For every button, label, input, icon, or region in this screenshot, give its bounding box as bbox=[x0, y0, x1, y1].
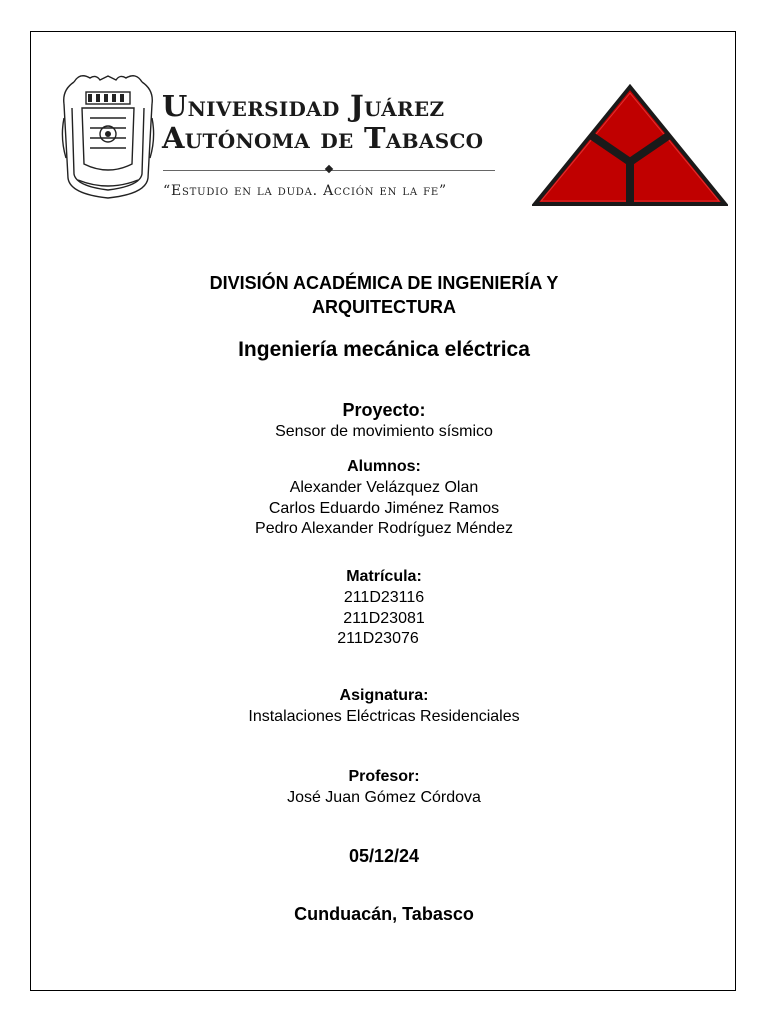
subject-label: Asignatura: bbox=[339, 687, 429, 704]
enrollment-id: 211D23081 bbox=[343, 609, 425, 627]
location: Cunduacán, Tabasco bbox=[294, 904, 474, 924]
students-section bbox=[0, 457, 768, 540]
enrollment-label: Matrícula: bbox=[346, 568, 422, 585]
professor-section bbox=[0, 767, 768, 809]
student-name: Carlos Eduardo Jiménez Ramos bbox=[268, 499, 500, 517]
subject-section bbox=[0, 686, 768, 728]
university-name bbox=[162, 90, 483, 154]
enrollment-id: 211D23076 bbox=[337, 630, 419, 647]
division-title: DIVISIÓN ACADÉMICA DE INGENIERÍA Y ARQUITECTURA bbox=[209, 273, 559, 317]
students-label: Alumnos: bbox=[347, 458, 421, 475]
date: 05/12/24 bbox=[348, 846, 420, 866]
university-seal-logo bbox=[60, 68, 156, 204]
student-name: Alexander Velázquez Olan bbox=[289, 479, 479, 496]
enrollment-id: 211D23116 bbox=[343, 589, 425, 606]
university-name-line2: Autónoma de Tabasco bbox=[162, 121, 484, 155]
project-label: Proyecto: bbox=[342, 400, 426, 420]
professor-value: José Juan Gómez Córdova bbox=[287, 789, 481, 806]
project-section bbox=[0, 399, 768, 443]
project-value: Sensor de movimiento sísmico bbox=[275, 423, 493, 440]
subject-value: Instalaciones Eléctricas Residenciales bbox=[248, 708, 520, 725]
division-emblem-logo bbox=[532, 84, 728, 208]
student-name: Pedro Alexander Rodríguez Méndez bbox=[255, 520, 513, 537]
university-name-line1: Universidad Juárez bbox=[162, 89, 445, 123]
professor-label: Profesor: bbox=[348, 768, 420, 785]
university-motto: “Estudio en la duda. Acción en la fe” bbox=[163, 183, 447, 199]
enrollment-section bbox=[0, 567, 768, 650]
career-title: Ingeniería mecánica eléctrica bbox=[238, 338, 530, 361]
